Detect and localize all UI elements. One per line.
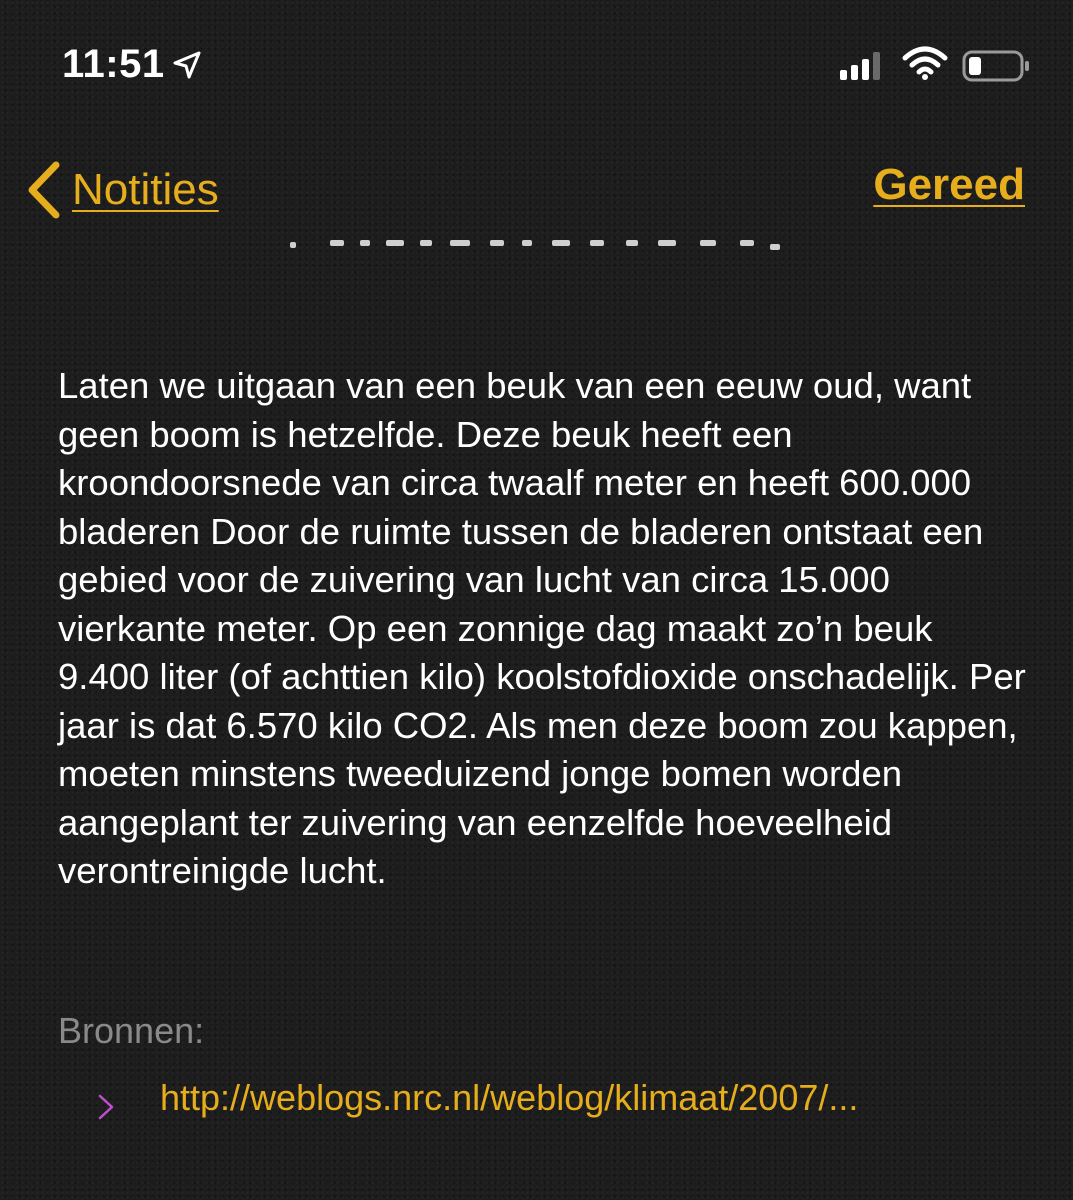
back-button-label: Notities xyxy=(72,165,219,214)
wifi-icon xyxy=(902,46,948,80)
chevron-right-icon xyxy=(96,1092,116,1122)
back-button[interactable] xyxy=(24,160,219,220)
status-bar xyxy=(0,0,1073,130)
note-body-text[interactable]: Laten we uitgaan van een beuk van een eeuw oud, want geen boom is hetzelfde. Deze beuk heeft een kroondoorsnede van circa twaalf meter en heeft 600.000 bladeren Door de ruimte tussen de bladeren ontstaat een gebied voor de zuivering van lucht van circa 15.000 vierkante meter. Op een zonnige dag maakt zo’n beuk 9.400 liter (of achttien kilo) koolstofdioxide onschadelijk. Per jaar is dat 6.570 kilo CO2. Als men deze boom zou kappen, moeten minstens tweeduizend jonge bomen worden aangeplant ter zuivering van eenzelfde hoeveelheid verontreinigde lucht. xyxy=(58,365,1026,891)
chevron-left-icon xyxy=(24,161,62,219)
sources-label: Bronnen: xyxy=(58,1010,205,1051)
status-time: 11:51 xyxy=(62,42,165,86)
location-arrow-icon xyxy=(172,50,202,80)
cutoff-text-remnant xyxy=(290,240,790,252)
source-link-row[interactable] xyxy=(96,1068,1056,1128)
done-button[interactable]: Gereed xyxy=(873,160,1025,209)
battery-icon xyxy=(962,50,1032,82)
source-link[interactable]: http://weblogs.nrc.nl/weblog/klimaat/2007/... xyxy=(160,1077,859,1118)
signal-icon xyxy=(840,52,882,80)
